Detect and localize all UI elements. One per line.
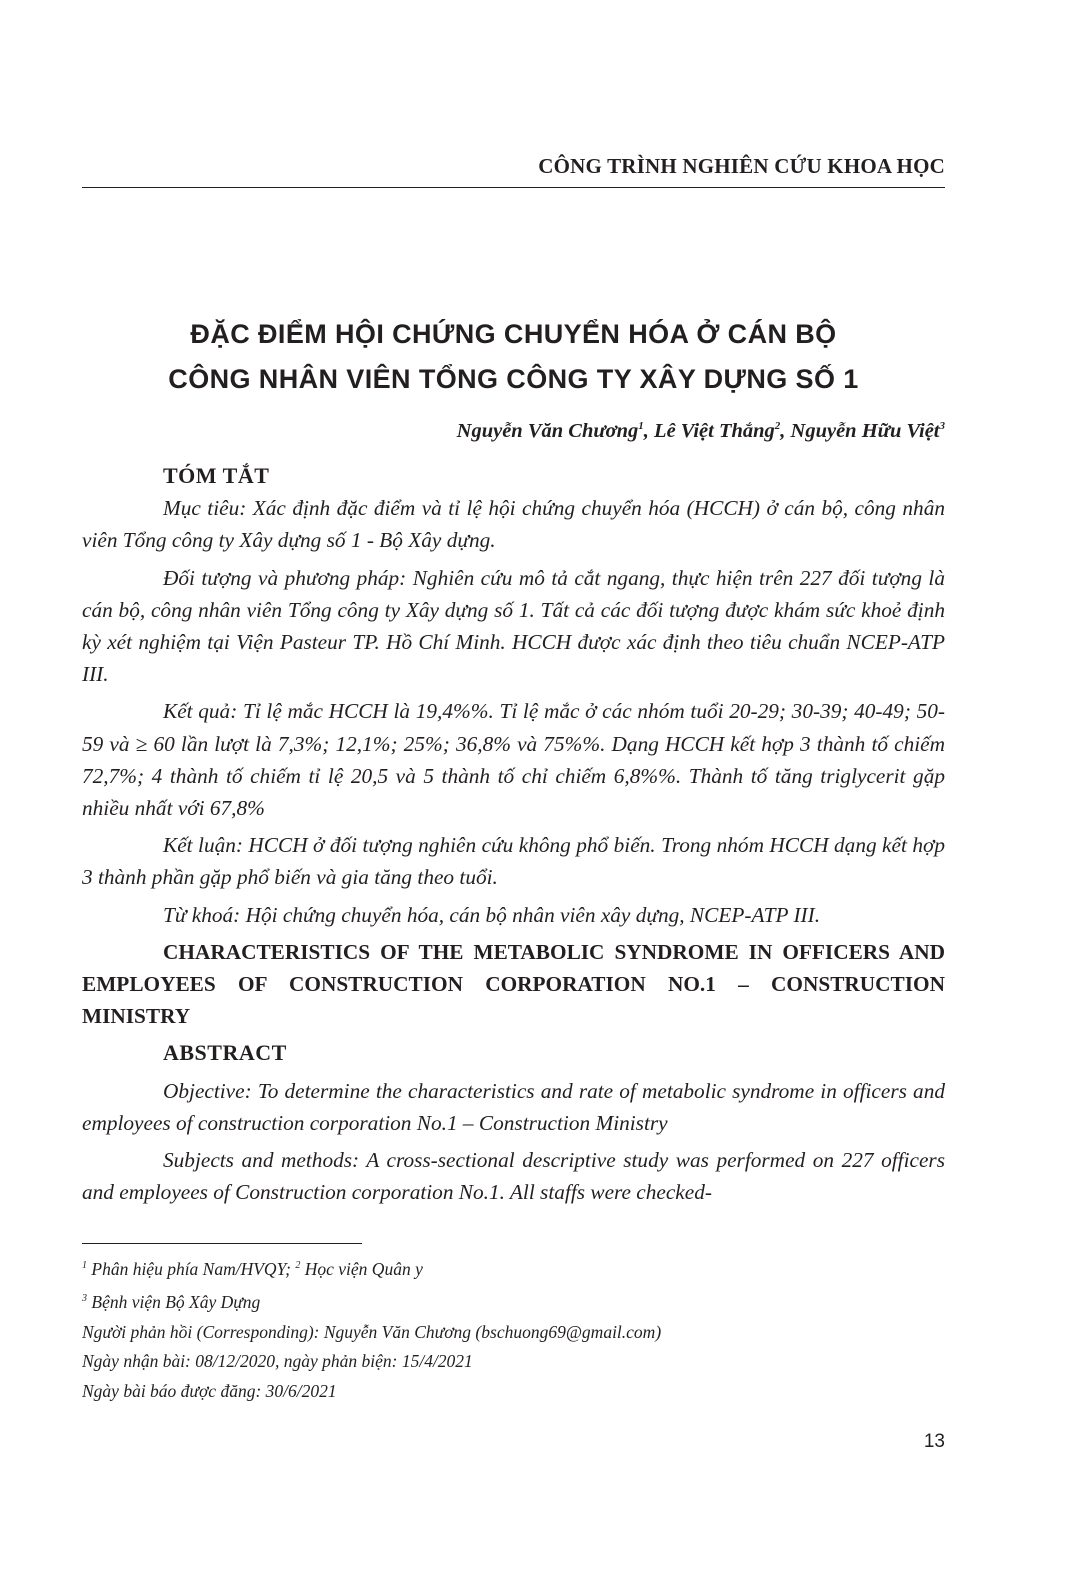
affiliation-mark: 2 bbox=[774, 420, 781, 433]
footnote-divider bbox=[82, 1243, 362, 1244]
summary-heading: TÓM TẮT bbox=[163, 463, 270, 488]
summary-keywords: Từ khoá: Hội chứng chuyển hóa, cán bộ nhân viên xây dựng, NCEP-ATP III. bbox=[163, 902, 821, 927]
english-title: CHARACTERISTICS OF THE METABOLIC SYNDROME IN OFFICERS AND EMPLOYEES OF CONSTRUCTION CORPORATION NO.1 – CONSTRUCTION MINISTRY bbox=[82, 939, 945, 1029]
footnote-mark: 1 bbox=[82, 1260, 87, 1271]
affiliation-mark: 1 bbox=[638, 420, 644, 433]
footnote-corresponding: Người phản hồi (Corresponding): Nguyễn Văn Chương (bschuong69@gmail.com) bbox=[82, 1321, 662, 1342]
article-title bbox=[82, 312, 945, 402]
author-list: Nguyễn Văn Chương$^1$, Lê Việt Thắng$^2$, Nguyễn Hữu Việt$^3$ bbox=[456, 420, 945, 442]
affiliation-mark: 3 bbox=[939, 420, 945, 433]
footnotes bbox=[82, 1251, 945, 1406]
footnote-mark: 2 bbox=[295, 1260, 301, 1271]
summary-conclusion: Kết luận: HCCH ở đối tượng nghiên cứu không phổ biến. Trong nhóm HCCH dạng kết hợp 3 thành phần gặp phổ biến và gia tăng theo tuổi. bbox=[82, 833, 945, 890]
footnote-received: Ngày nhận bài: 08/12/2020, ngày phản biện: 15/4/2021 bbox=[82, 1351, 473, 1372]
footnote-affiliation-3 bbox=[82, 1284, 945, 1317]
summary-results: Kết quả: Tỉ lệ mắc HCCH là 19,4%%. Tỉ lệ mắc ở các nhóm tuổi 20-29; 30-39; 40-49; 50-59 và ≥ 60 lần lượt là 7,3%; 12,1%; 25%; 36,8% và 75%%. Dạng HCCH kết hợp 3 thành tố chiếm 72,7%; 4 thành tố chiếm tỉ lệ 20,5 và 5 thành tố chỉ chiếm 6,8%%. Thành tố tăng triglycerit gặp nhiều nhất với 67,8% bbox=[82, 699, 945, 821]
abstract-objective: Objective: To determine the characteristics and rate of metabolic syndrome in officers and employees of construction corporation No.1 – Construction Ministry bbox=[82, 1078, 945, 1135]
summary-methods: Đối tượng và phương pháp: Nghiên cứu mô tả cắt ngang, thực hiện trên 227 đối tượng là cán bộ, công nhân viên Tổng công ty Xây dựng số 1. Tất cả các đối tượng được khám sức khoẻ định kỳ xét nghiệm tại Viện Pasteur TP. Hồ Chí Minh. HCCH được xác định theo tiêu chuẩn NCEP-ATP III. bbox=[82, 565, 945, 687]
footnote-published: Ngày bài báo được đăng: 30/6/2021 bbox=[82, 1380, 337, 1401]
page-number: 13 bbox=[923, 1431, 945, 1452]
title-line-1: ĐẶC ĐIỂM HỘI CHỨNG CHUYỂN HÓA Ở CÁN BỘ bbox=[190, 319, 837, 349]
affiliation-3: Bệnh viện Bộ Xây Dựng bbox=[91, 1292, 261, 1313]
header-divider bbox=[82, 187, 945, 188]
affiliation-2: Học viện Quân y bbox=[304, 1258, 423, 1279]
abstract-methods: Subjects and methods: A cross-sectional descriptive study was performed on 227 officers and employees of Construction corporation No.1. All staffs were checked- bbox=[82, 1148, 945, 1205]
title-line-2: CÔNG NHÂN VIÊN TỔNG CÔNG TY XÂY DỰNG SỐ 1 bbox=[168, 364, 859, 394]
footnote-affiliations-1-2 bbox=[82, 1251, 945, 1284]
author-name: Nguyễn Hữu Việt bbox=[790, 420, 940, 442]
abstract-heading: ABSTRACT bbox=[163, 1040, 287, 1066]
journal-section-header: CÔNG TRÌNH NGHIÊN CỨU KHOA HỌC bbox=[538, 154, 945, 178]
article-body bbox=[82, 460, 945, 1208]
author-name: Nguyễn Văn Chương bbox=[456, 420, 639, 442]
affiliation-1: Phân hiệu phía Nam/HVQY; bbox=[91, 1258, 291, 1279]
summary-objective: Mục tiêu: Xác định đặc điểm và tỉ lệ hội chứng chuyển hóa (HCCH) ở cán bộ, công nhân viên Tổng công ty Xây dựng số 1 - Bộ Xây dựng. bbox=[82, 496, 945, 553]
footnote-mark: 3 bbox=[82, 1293, 87, 1305]
author-name: Lê Việt Thắng bbox=[654, 420, 775, 442]
